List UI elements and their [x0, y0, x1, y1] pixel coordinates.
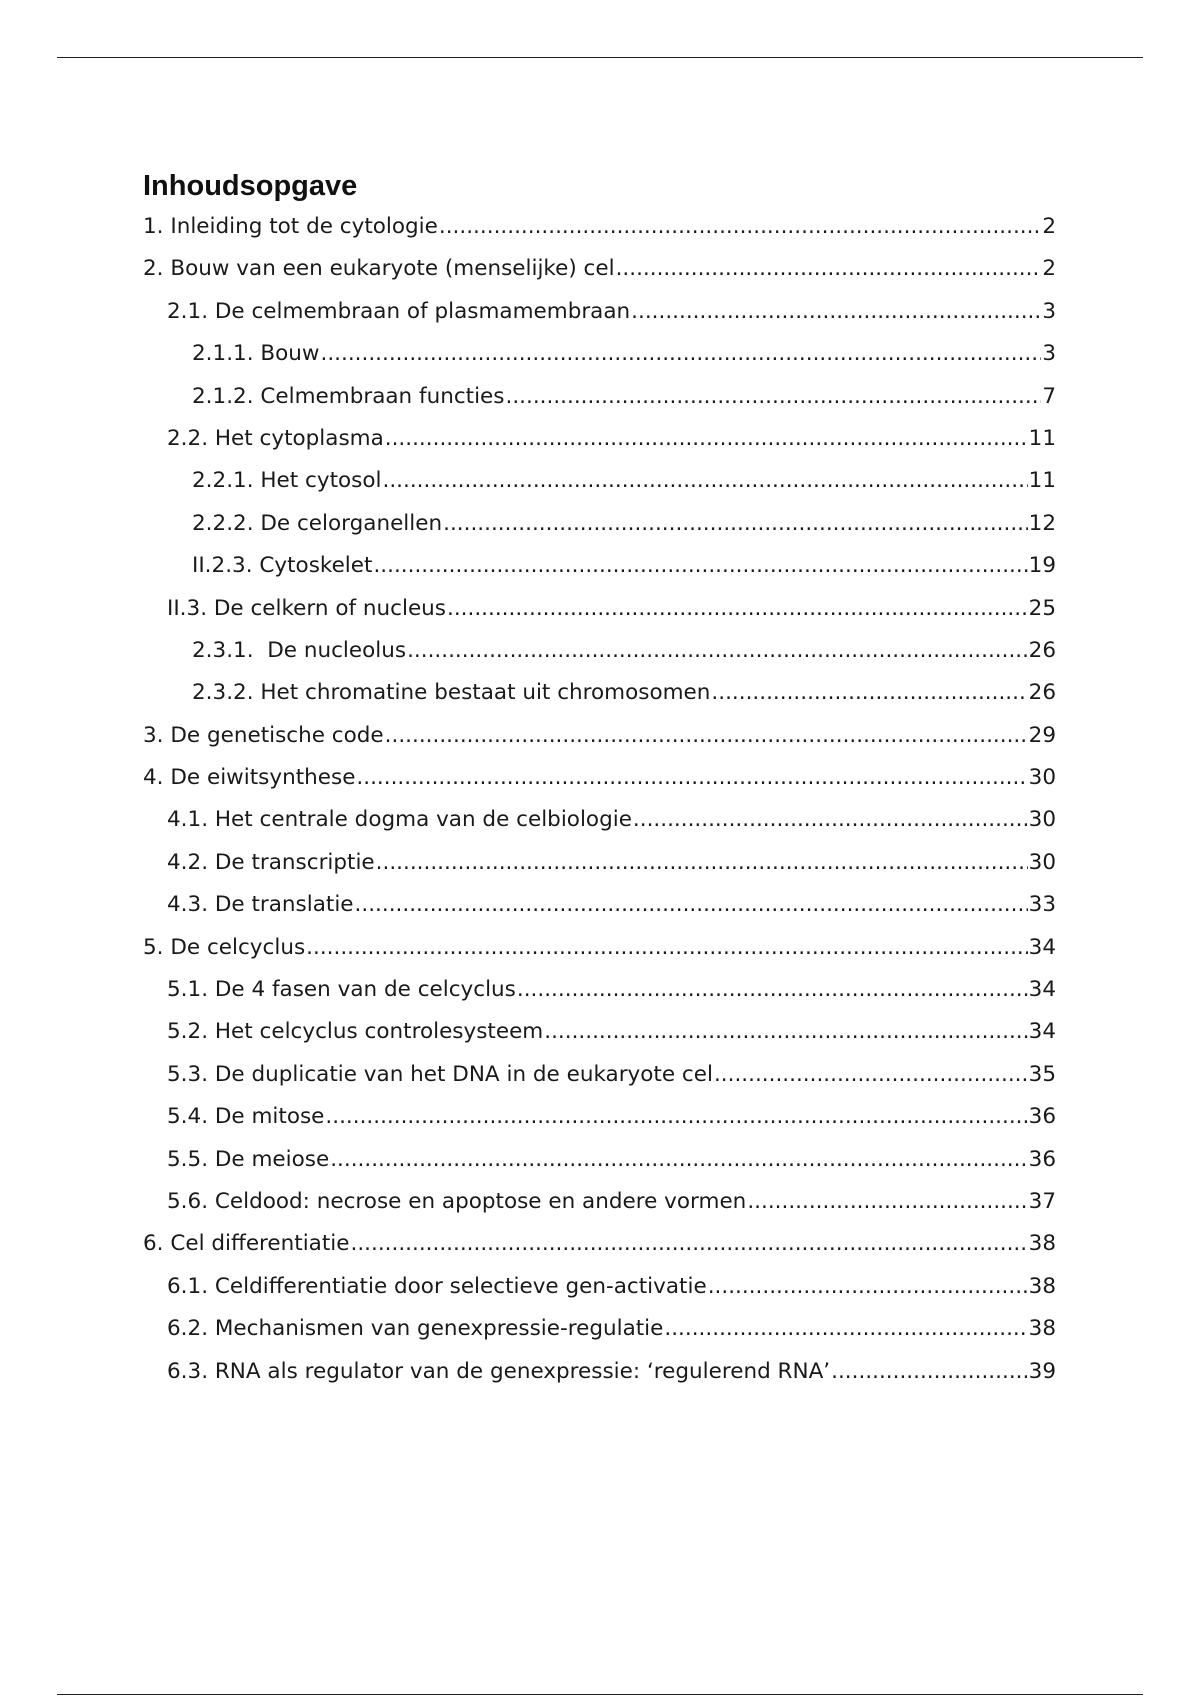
dot-leader [714, 1062, 1028, 1087]
toc-entry-title: 1. Inleiding tot de cytologie [143, 214, 438, 239]
footer-rule [57, 1694, 1143, 1695]
toc-entry[interactable] [143, 850, 1056, 892]
dot-leader [321, 341, 1042, 366]
toc-entry-page-number: 37 [1028, 1188, 1056, 1214]
dot-leader [385, 723, 1028, 748]
toc-entry[interactable] [143, 214, 1056, 256]
toc-entry-title: II.2.3. Cytoskelet [192, 553, 373, 579]
dot-leader [330, 1147, 1027, 1172]
dot-leader [407, 638, 1028, 663]
toc-entry-page-number: 11 [1028, 425, 1056, 451]
dot-leader [385, 426, 1028, 451]
dot-leader [447, 596, 1028, 621]
toc-entry[interactable] [143, 426, 1056, 468]
toc-entry-title: 2.3.2. Het chromatine bestaat uit chromosomen [192, 680, 711, 706]
dot-leader [439, 214, 1041, 239]
toc-entry-title: 3. De genetische code [143, 722, 384, 748]
toc-entry-page-number: 39 [1028, 1358, 1056, 1384]
toc-entry-title: 5.1. De 4 fasen van de celcyclus [167, 977, 516, 1003]
dot-leader [711, 680, 1027, 705]
toc-entry[interactable] [143, 1189, 1056, 1231]
toc-entry-title: 2.1.2. Celmembraan functies [192, 383, 505, 409]
toc-entry[interactable] [143, 1316, 1056, 1358]
toc-entry-title: 2.1. De celmembraan of plasmamembraan [167, 298, 631, 324]
toc-entry-page-number: 38 [1028, 1316, 1056, 1342]
toc-entry-title: 6. Cel differentiatie [143, 1231, 350, 1257]
toc-title: Inhoudsopgave [143, 170, 358, 202]
dot-leader [747, 1189, 1027, 1214]
dot-leader [505, 384, 1041, 409]
toc-entry-page-number: 25 [1028, 595, 1056, 621]
toc-entry[interactable] [143, 807, 1056, 849]
dot-leader [708, 1274, 1028, 1299]
toc-entry[interactable] [143, 299, 1056, 341]
toc-entry[interactable] [143, 596, 1056, 638]
toc-entry-title: 6.1. Celdifferentiatie door selectieve gen-activatie [167, 1273, 707, 1299]
toc-entry[interactable] [143, 638, 1056, 680]
toc-entry[interactable] [143, 1359, 1056, 1401]
toc-entry-page-number: 34 [1028, 977, 1056, 1003]
toc-entry-page-number: 36 [1028, 1104, 1056, 1130]
toc-entry-title: 2. Bouw van een eukaryote (menselijke) cel [143, 256, 615, 282]
toc-entry-title: 2.1.1. Bouw [192, 341, 320, 367]
toc-entry[interactable] [143, 723, 1056, 765]
toc-entry[interactable] [143, 1231, 1056, 1273]
toc-entry-title: 4.1. Het centrale dogma van de celbiologie [167, 807, 632, 833]
dot-leader [351, 1231, 1028, 1256]
toc-entry-title: 4.2. De transcriptie [167, 849, 375, 875]
toc-entry-page-number: 3 [1042, 298, 1056, 324]
dot-leader [373, 553, 1027, 578]
toc-entry-title: 5.6. Celdood: necrose en apoptose en andere vormen [167, 1188, 747, 1214]
toc-entry[interactable] [143, 935, 1056, 977]
toc-entry-page-number: 34 [1028, 934, 1056, 960]
toc-entry-page-number: 29 [1028, 722, 1056, 748]
toc-entry[interactable] [143, 1062, 1056, 1104]
toc-entry[interactable] [143, 1147, 1056, 1189]
toc-entry[interactable] [143, 1019, 1056, 1061]
dot-leader [356, 765, 1027, 790]
toc-entry[interactable] [143, 680, 1056, 722]
toc-entry-page-number: 2 [1042, 256, 1056, 282]
toc-entry-page-number: 30 [1028, 849, 1056, 875]
toc-entry-title: 5.3. De duplicatie van het DNA in de eukaryote cel [167, 1061, 713, 1087]
toc-entry-page-number: 36 [1028, 1146, 1056, 1172]
toc-entry-page-number: 19 [1028, 553, 1056, 579]
toc-entry-page-number: 34 [1028, 1019, 1056, 1045]
toc-entry-page-number: 26 [1028, 680, 1056, 706]
toc-entry-page-number: 38 [1028, 1273, 1056, 1299]
toc-entry-page-number: 11 [1028, 468, 1056, 494]
dot-leader [633, 807, 1028, 832]
toc-entry-page-number: 30 [1028, 807, 1056, 833]
dot-leader [443, 511, 1028, 536]
dot-leader [631, 299, 1041, 324]
toc-entry[interactable] [143, 765, 1056, 807]
toc-entry[interactable] [143, 553, 1056, 595]
toc-entry-page-number: 26 [1028, 637, 1056, 663]
toc-entry[interactable] [143, 384, 1056, 426]
toc-entry[interactable] [143, 468, 1056, 510]
toc-entry[interactable] [143, 511, 1056, 553]
toc-entry-title: 2.2. Het cytoplasma [167, 425, 384, 451]
toc-list [143, 214, 1056, 1401]
toc-entry-title: 5. De celcyclus [143, 934, 306, 960]
toc-entry-page-number: 7 [1042, 383, 1056, 409]
dot-leader [383, 468, 1028, 493]
toc-entry-page-number: 35 [1028, 1061, 1056, 1087]
toc-entry-title: 4. De eiwitsynthese [143, 765, 356, 791]
toc-entry-title: 5.5. De meiose [167, 1146, 330, 1172]
dot-leader [376, 850, 1028, 875]
toc-entry-title: 2.2.1. Het cytosol [192, 468, 382, 494]
toc-entry[interactable] [143, 1104, 1056, 1146]
toc-entry-page-number: 12 [1028, 510, 1056, 536]
dot-leader [664, 1316, 1027, 1341]
toc-entry-page-number: 2 [1042, 214, 1056, 239]
toc-entry[interactable] [143, 341, 1056, 383]
table-of-contents [143, 166, 1056, 1401]
toc-entry-title: 6.2. Mechanismen van genexpressie-regulatie [167, 1316, 664, 1342]
dot-leader [544, 1019, 1027, 1044]
toc-entry[interactable] [143, 1274, 1056, 1316]
dot-leader [831, 1359, 1028, 1384]
toc-entry-page-number: 38 [1028, 1231, 1056, 1257]
toc-entry-title: 4.3. De translatie [167, 892, 354, 918]
header-rule [57, 57, 1143, 58]
toc-entry-title: 5.4. De mitose [167, 1104, 325, 1130]
dot-leader [355, 892, 1028, 917]
toc-entry-title: 6.3. RNA als regulator van de genexpressie: ‘regulerend RNA’ [167, 1358, 831, 1384]
dot-leader [306, 935, 1027, 960]
toc-entry-title: II.3. De celkern of nucleus [167, 595, 446, 621]
toc-entry-page-number: 33 [1028, 892, 1056, 918]
toc-entry-page-number: 3 [1042, 341, 1056, 367]
toc-entry-page-number: 30 [1028, 765, 1056, 791]
dot-leader [616, 256, 1042, 281]
dot-leader [325, 1104, 1027, 1129]
toc-entry[interactable] [143, 256, 1056, 298]
toc-entry-title: 2.3.1. De nucleolus [192, 637, 407, 663]
toc-entry-title: 5.2. Het celcyclus controlesysteem [167, 1019, 544, 1045]
toc-entry-title: 2.2.2. De celorganellen [192, 510, 443, 536]
toc-entry[interactable] [143, 977, 1056, 1019]
toc-entry[interactable] [143, 892, 1056, 934]
dot-leader [517, 977, 1028, 1002]
